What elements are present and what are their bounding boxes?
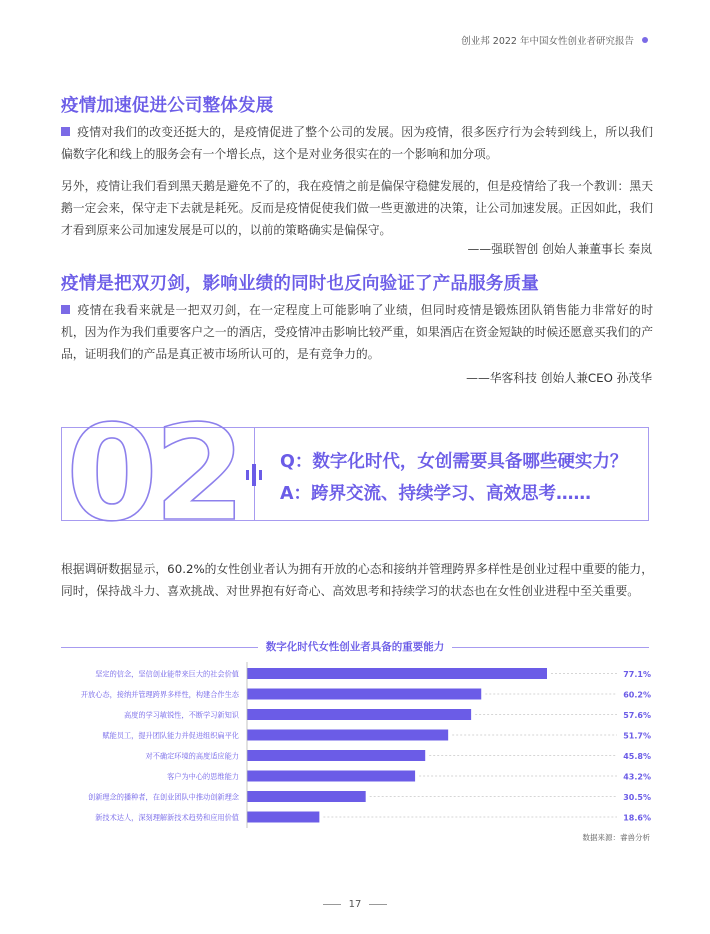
section2-para: 疫情在我看来就是一把双刃剑，在一定程度上可能影响了业绩，但同时疫情是锻炼团队销售能力非常好的时机，因为作为我们重要客户之一的酒店，受疫情冲击影响比较严重，如果酒店在资金短缺的时候还愿意买我们的产品，证明我们的产品是真正被市场所认可的，是有竞争力的。 (61, 303, 653, 361)
page-number: 17 (348, 899, 362, 910)
square-bullet-icon (61, 305, 70, 314)
category-label: 创新理念的播种者，在创业团队中推动创新理念 (88, 792, 239, 802)
banner-bars-icon (246, 464, 262, 486)
bar (247, 730, 448, 741)
bar (247, 668, 547, 679)
chart-title: 数字化时代女性创业者具备的重要能力 (258, 641, 453, 653)
banner-number (64, 415, 254, 527)
bar (247, 791, 366, 802)
bar (247, 689, 481, 700)
category-label: 客户为中心的思维能力 (167, 772, 239, 781)
bar (247, 709, 471, 720)
banner-question: Q：数字化时代，女创需要具备哪些硬实力？ (280, 452, 628, 472)
value-label: 51.7% (623, 731, 651, 741)
category-label: 新技术达人，深刻理解新技术趋势和应用价值 (95, 813, 239, 822)
footer-dash-left (323, 904, 341, 905)
value-label: 43.2% (623, 772, 651, 782)
svg-text:02: 02 (66, 415, 242, 527)
page-footer (0, 899, 710, 910)
value-label: 45.8% (623, 752, 651, 761)
value-label: 77.1% (623, 670, 651, 679)
chart-title-bar (61, 637, 649, 657)
bar (247, 812, 319, 823)
category-label: 坚定的信念，坚信创业能带来巨大的社会价值 (95, 669, 239, 679)
section2-signature: ——华客科技 创始人兼CEO 孙茂华 (466, 371, 652, 385)
report-header (461, 33, 648, 47)
intro-paragraph: 根据调研数据显示，60.2%的女性创业者认为拥有开放的心态和接纳并管理跨界多样性是创业过程中重要的能力，同时，保持战斗力、喜欢挑战、对世界抱有好奇心、高效思考和持续学习的状态也在女性创业进程中至关重要。 (61, 562, 653, 598)
banner-answer: A：跨界交流、持续学习、高效思考…… (280, 484, 592, 504)
category-label: 对不确定环境的高度适应能力 (145, 751, 239, 761)
bar (247, 750, 425, 761)
section1-para2: 另外，疫情让我们看到黑天鹅是避免不了的，我在疫情之前是偏保守稳健发展的，但是疫情给了我一个教训：黑天鹅一定会来，保守走下去就是耗死。反而是疫情促使我们做一些更激进的决策，让公司加速发展。正因如此，我们才看到原来公司加速发展是可以的，以前的策略确实是偏保守。 (61, 179, 653, 237)
report-title: 创业邦 2022 年中国女性创业者研究报告 (461, 36, 634, 47)
header-dot-icon (642, 37, 648, 43)
square-bullet-icon (61, 127, 70, 136)
section1-para1: 疫情对我们的改变还挺大的，是疫情促进了整个公司的发展。因为疫情，很多医疗行为会转到线上，所以我们偏数字化和线上的服务会有一个增长点，这个是对业务很实在的一个影响和加分项。 (61, 125, 653, 161)
value-label: 30.5% (623, 793, 651, 802)
value-label: 18.6% (623, 813, 651, 823)
section1-heading: 疫情加速促进公司整体发展 (61, 96, 274, 116)
value-label: 57.6% (623, 711, 651, 720)
category-label: 赋能员工，提升团队能力并促进组织扁平化 (102, 731, 239, 740)
section1-signature: ——强联智创 创始人兼董事长 秦岚 (467, 242, 652, 256)
data-source: 数据来源：睿兽分析 (582, 833, 650, 842)
footer-dash-right (369, 904, 387, 905)
bar (247, 771, 415, 782)
abilities-bar-chart (61, 660, 661, 830)
value-label: 60.2% (623, 690, 651, 700)
section2-heading: 疫情是把双刃剑，影响业绩的同时也反向验证了产品服务质量 (61, 274, 539, 294)
category-label: 开放心态，接纳并管理跨界多样性，构建合作生态 (80, 690, 239, 699)
category-label: 高度的学习敏锐性，不断学习新知识 (123, 710, 239, 720)
